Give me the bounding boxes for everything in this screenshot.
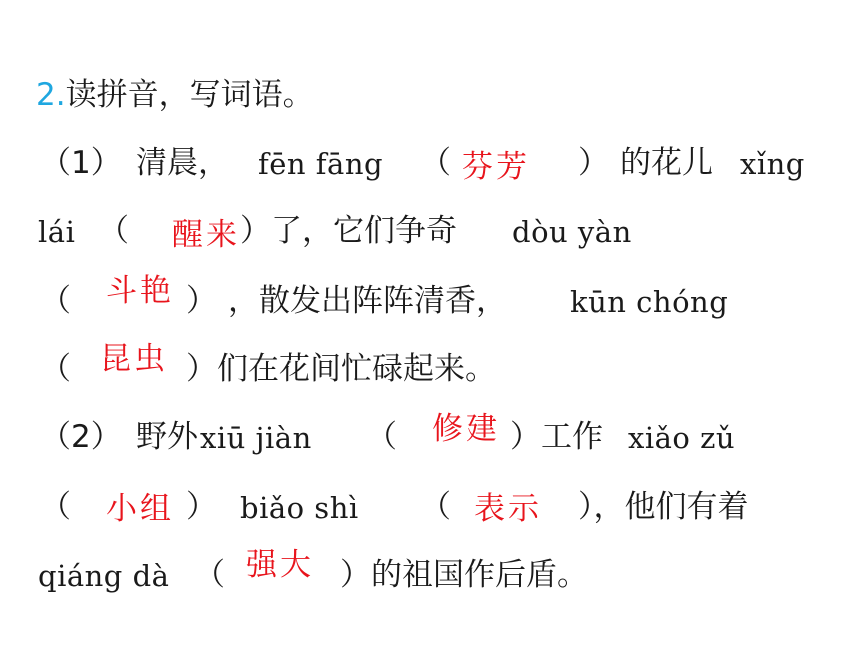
answer-qiangda: 强大 (246, 547, 314, 583)
pinyin-xing: xǐng (740, 147, 805, 181)
open-paren: （ (40, 351, 71, 387)
pinyin-xiao-zu: xiǎo zǔ (628, 421, 736, 455)
pinyin-biao-shi: biǎo shì (240, 491, 359, 525)
pinyin-dou-yan: dòu yàn (512, 215, 632, 249)
text-menzai: ）们在花间忙碌起来。 (186, 351, 496, 387)
pinyin-qiang-da: qiáng dà (38, 559, 170, 593)
open-paren: （ (40, 489, 71, 525)
part2-label: （2） (40, 419, 122, 455)
open-paren: （ (194, 557, 225, 593)
part2-intro: 野外 (136, 419, 198, 455)
open-paren: （ (40, 283, 71, 319)
answer-xiaozu: 小组 (106, 491, 174, 527)
question-instruction: 读拼音，写词语。 (65, 77, 314, 113)
open-paren: （ (420, 489, 451, 525)
answer-fenfang: 芬芳 (462, 149, 530, 185)
pinyin-fen-fang: fēn fāng (258, 147, 384, 181)
text-tamen-youzhe: ），他们有着 (578, 489, 749, 525)
open-paren: （ (98, 213, 129, 249)
answer-xinglai: 醒来 (172, 217, 240, 253)
answer-kunchong: 昆虫 (100, 341, 168, 377)
question-number: 2. (36, 77, 66, 113)
part1-intro: 清晨， (136, 145, 229, 181)
question-heading (36, 77, 314, 113)
part1-number: 1 (71, 145, 91, 181)
part2-number: 2 (71, 419, 91, 455)
text-de-huaer: 的花儿 (620, 145, 713, 181)
answer-biaoshi: 表示 (474, 491, 542, 527)
close-paren: ） (186, 489, 217, 525)
answer-xiujian: 修建 (432, 411, 500, 447)
close-paren: ） (186, 283, 217, 319)
text-sanfa: ，散发出阵阵清香， (228, 283, 507, 319)
pinyin-xiu-jian: xiū jiàn (200, 421, 312, 455)
pinyin-kun-chong: kūn chóng (570, 285, 729, 319)
part1-label: （1） (40, 145, 122, 181)
text-zuguo: ）的祖国作后盾。 (340, 557, 588, 593)
text-gongzuo: ）工作 (510, 419, 603, 455)
close-paren: ） (578, 145, 609, 181)
open-paren: （ (420, 145, 451, 181)
pinyin-lai: lái (38, 215, 76, 249)
open-paren: （ (366, 419, 397, 455)
text-le-zhengqi: ）了，它们争奇 (240, 213, 457, 249)
answer-douyan: 斗艳 (106, 273, 174, 309)
